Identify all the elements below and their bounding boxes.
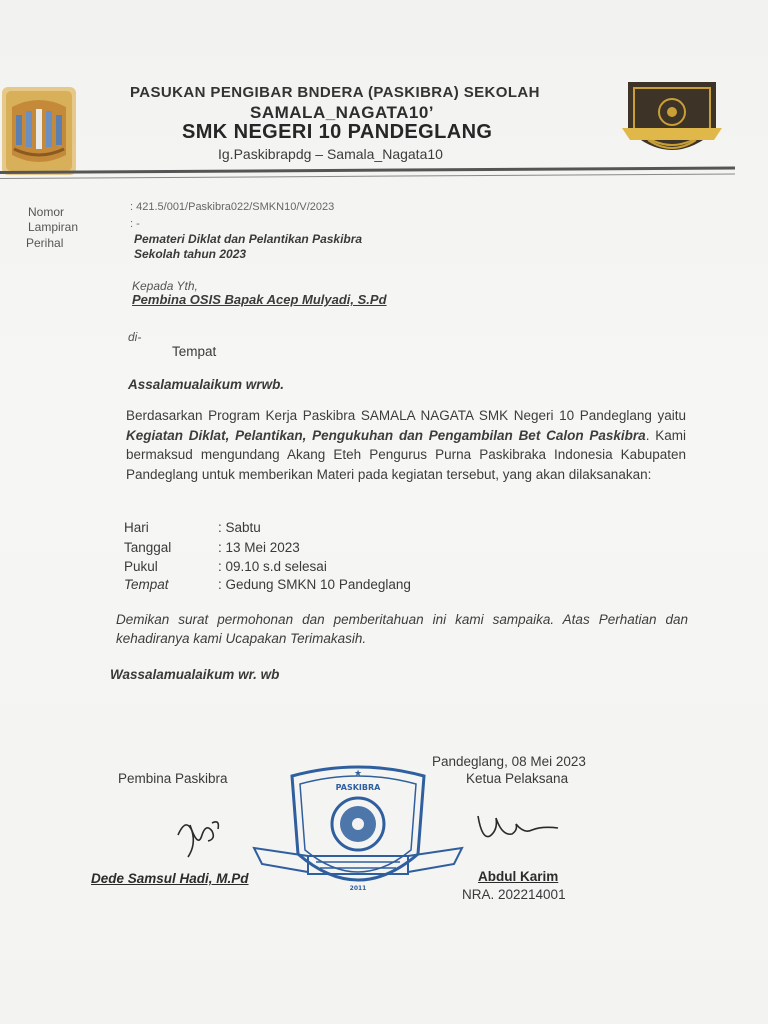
recipient-place: Tempat [172,344,217,359]
right-signer-name: Abdul Karim [478,869,559,884]
letterhead-social: Ig.Paskibrapdg – Samala_Nagata10 [218,146,443,162]
stamp-top-text: PASKIBRA [335,783,381,792]
letterhead-org: PASUKAN PENGIBAR BNDERA (PASKIBRA) SEKOLAH [130,84,540,101]
detail-label-tanggal: Tanggal [124,540,172,555]
place-date: Pandeglang, 08 Mei 2023 [432,754,586,769]
letterhead-school: SMK NEGERI 10 PANDEGLANG [182,121,493,143]
header-divider [0,167,735,174]
perihal-line-1: Pemateri Diklat dan Pelantikan Paskibra [134,232,363,246]
right-signer-role: Ketua Pelaksana [466,771,569,786]
paragraph-part-2: . Kami bermaksud mengundang Akang Eteh Pengurus Purna Paskibraka Indonesia Kabupaten Pandeglang untuk memberikan Materi pada kegiatan tersebut, yang akan dilaksanakan: [126,427,686,482]
nomor-value: : 421.5/001/Paskibra022/SMKN10/V/2023 [130,201,335,213]
detail-value-hari: : Sabtu [218,520,261,535]
farewell: Wassalamualaikum wr. wb [110,667,280,682]
detail-value-tempat: : Gedung SMKN 10 Pandeglang [218,577,411,592]
left-signature-scribble [168,805,238,865]
body-paragraph [126,406,686,484]
closing-paragraph: Demikan surat permohonan dan pemberitahuan ini kami sampaika. Atas Perhatian dan kehadiranya kami Ucapakan Terimakasih. [116,612,688,646]
detail-label-pukul: Pukul [124,559,158,574]
recipient-di: di- [128,330,142,344]
detail-label-tempat: Tempat [124,577,169,592]
paskibra-stamp [248,756,468,916]
school-logo-left [0,85,78,177]
recipient-name: Pembina OSIS Bapak Acep Mulyadi, S.Pd [132,292,387,307]
lampiran-label: Lampiran [28,220,79,234]
stamp-year: 2011 [349,885,367,892]
detail-label-hari: Hari [124,520,149,535]
detail-value-pukul: : 09.10 s.d selesai [218,559,327,574]
left-signer-role: Pembina Paskibra [118,771,228,786]
lampiran-value: : - [130,218,140,230]
right-signer-id: NRA. 202214001 [462,887,566,902]
letterhead-unit: SAMALA_NAGATA10’ [250,103,434,122]
perihal-label: Perihal [26,236,64,250]
paragraph-part-1: Berdasarkan Program Kerja Paskibra SAMALA NAGATA SMK Negeri 10 Pandeglang yaitu [126,408,686,423]
detail-value-tanggal: : 13 Mei 2023 [218,540,300,555]
left-signer-name: Dede Samsul Hadi, M.Pd [91,871,249,886]
paragraph-highlight: Kegiatan Diklat, Pelantikan, Pengukuhan dan Pengambilan Bet Calon Paskibra [126,427,646,443]
perihal-line-2: Sekolah tahun 2023 [134,247,247,261]
paskibra-emblem-right [618,72,726,170]
nomor-label: Nomor [28,205,65,219]
recipient-intro: Kepada Yth, [132,279,198,293]
greeting: Assalamualaikum wrwb. [128,377,285,392]
right-signature-scribble [472,806,562,846]
header-divider-thin [0,174,735,179]
svg-text:★: ★ [353,769,363,779]
